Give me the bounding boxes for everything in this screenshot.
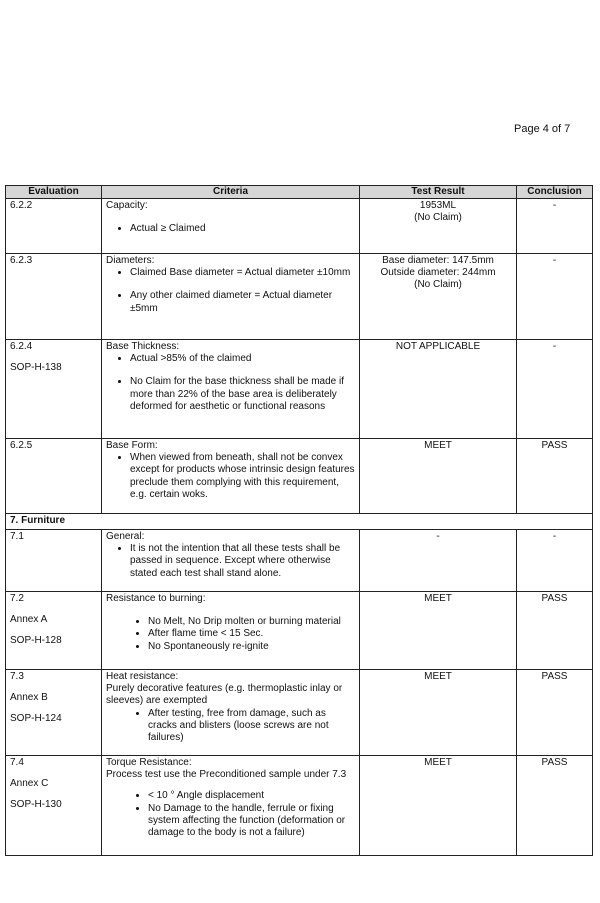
criteria-bullet: • Any other claimed diameter = Actual diameter ±5mm <box>130 290 355 314</box>
table-row <box>6 439 593 514</box>
criteria-bullet: • No Spontaneously re-ignite <box>148 641 355 653</box>
criteria-bullet: • No Melt, No Drip molten or burning material <box>148 616 355 628</box>
clause-ref: 6.2.5 <box>10 440 33 451</box>
criteria-cell <box>102 199 360 254</box>
criteria-title: Torque Resistance: <box>106 757 192 768</box>
header-conclusion: Conclusion <box>517 186 593 199</box>
criteria-title: Heat resistance: <box>106 671 179 682</box>
criteria-bullet: • Actual >85% of the claimed <box>130 353 355 365</box>
table-row <box>6 199 593 254</box>
table-row <box>6 592 593 670</box>
conclusion-cell: PASS <box>517 670 593 756</box>
test-result-line: (No Claim) <box>414 212 462 224</box>
criteria-bullet: • Actual ≥ Claimed <box>130 223 355 235</box>
test-result-line: MEET <box>424 757 452 768</box>
criteria-cell <box>102 530 360 592</box>
criteria-title: Diameters: <box>106 255 155 266</box>
conclusion-cell: - <box>517 254 593 340</box>
clause-ref: SOP-H-128 <box>10 635 62 647</box>
header-criteria: Criteria <box>102 186 360 199</box>
criteria-bullet: • When viewed from beneath, shall not be convex except for products whose intrinsic design features preclude them complying with this requirement, e.g. certain woks. <box>130 452 355 501</box>
clause-ref: 6.2.4 <box>10 341 33 352</box>
criteria-title: General: <box>106 531 145 542</box>
test-result-cell <box>360 254 517 340</box>
test-result-cell <box>360 340 517 439</box>
clause-ref: SOP-H-130 <box>10 799 62 811</box>
table-row <box>6 254 593 340</box>
test-result-cell <box>360 439 517 514</box>
evaluation-cell <box>6 439 102 514</box>
header-evaluation: Evaluation <box>6 186 102 199</box>
clause-ref: Annex B <box>10 692 48 704</box>
test-result-line: Base diameter: 147.5mm <box>382 255 494 266</box>
clause-ref: SOP-H-138 <box>10 362 62 374</box>
criteria-title: Capacity: <box>106 200 148 211</box>
criteria-bullet: • < 10 ° Angle displacement <box>148 790 355 802</box>
test-result-line: MEET <box>424 593 452 604</box>
evaluation-table <box>5 185 593 856</box>
criteria-bullet: • No Damage to the handle, ferrule or fixing system affecting the function (deformation or damage to the body is not a failure) <box>148 803 355 840</box>
table-row <box>6 530 593 592</box>
page-number: Page 4 of 7 <box>514 123 571 135</box>
conclusion-cell: - <box>517 340 593 439</box>
section-heading-row <box>6 514 593 530</box>
evaluation-cell <box>6 254 102 340</box>
clause-ref: Annex A <box>10 614 48 626</box>
clause-ref: 6.2.2 <box>10 200 33 211</box>
criteria-cell <box>102 670 360 756</box>
criteria-cell <box>102 756 360 856</box>
evaluation-cell <box>6 756 102 856</box>
criteria-bullet: • After flame time < 15 Sec. <box>148 628 355 640</box>
evaluation-cell <box>6 340 102 439</box>
table-row <box>6 340 593 439</box>
conclusion-cell: PASS <box>517 756 593 856</box>
test-result-cell <box>360 670 517 756</box>
criteria-bullet: • After testing, free from damage, such as cracks and blisters (loose screws are not failures) <box>148 708 355 745</box>
criteria-bullet: • No Claim for the base thickness shall be made if more than 22% of the base area is deliberately deformed for aesthetic or functional reasons <box>130 376 355 413</box>
evaluation-cell <box>6 592 102 670</box>
evaluation-cell <box>6 670 102 756</box>
conclusion-cell: PASS <box>517 439 593 514</box>
conclusion-cell: - <box>517 199 593 254</box>
clause-ref: SOP-H-124 <box>10 713 62 725</box>
test-result-line: (No Claim) <box>414 279 462 291</box>
clause-ref: 7.3 <box>10 671 24 682</box>
clause-ref: 7.4 <box>10 757 24 768</box>
criteria-cell <box>102 439 360 514</box>
criteria-title: Base Form: <box>106 440 158 451</box>
criteria-cell <box>102 254 360 340</box>
table-row <box>6 756 593 856</box>
clause-ref: 7.2 <box>10 593 24 604</box>
section-heading: 7. Furniture <box>6 514 593 530</box>
test-result-line: 1953ML <box>419 200 457 211</box>
conclusion-cell: PASS <box>517 592 593 670</box>
header-test-result: Test Result <box>360 186 517 199</box>
clause-ref: 6.2.3 <box>10 255 33 266</box>
test-result-line: NOT APPLICABLE <box>395 341 481 352</box>
test-result-cell <box>360 199 517 254</box>
test-result-cell <box>360 592 517 670</box>
criteria-title: Resistance to burning: <box>106 593 206 604</box>
table-row <box>6 670 593 756</box>
test-result-line: MEET <box>424 671 452 682</box>
criteria-cell <box>102 592 360 670</box>
clause-ref: 7.1 <box>10 531 24 542</box>
clause-ref: Annex C <box>10 778 49 790</box>
criteria-intro: Process test use the Preconditioned sample under 7.3 <box>106 769 347 781</box>
criteria-bullet: • It is not the intention that all these tests shall be passed in sequence. Except where otherwise stated each test shall stand alone. <box>130 543 355 580</box>
test-result-line: - <box>436 531 440 542</box>
test-result-cell <box>360 756 517 856</box>
test-result-line: MEET <box>424 440 452 451</box>
criteria-intro: Purely decorative features (e.g. thermoplastic inlay or sleeves) are exempted <box>106 683 343 707</box>
evaluation-cell <box>6 530 102 592</box>
evaluation-cell <box>6 199 102 254</box>
table-header-row <box>6 186 593 199</box>
conclusion-cell: - <box>517 530 593 592</box>
criteria-cell <box>102 340 360 439</box>
test-result-cell <box>360 530 517 592</box>
criteria-bullet: • Claimed Base diameter = Actual diameter ±10mm <box>130 267 355 279</box>
test-result-line: Outside diameter: 244mm <box>380 267 496 279</box>
criteria-title: Base Thickness: <box>106 341 180 352</box>
